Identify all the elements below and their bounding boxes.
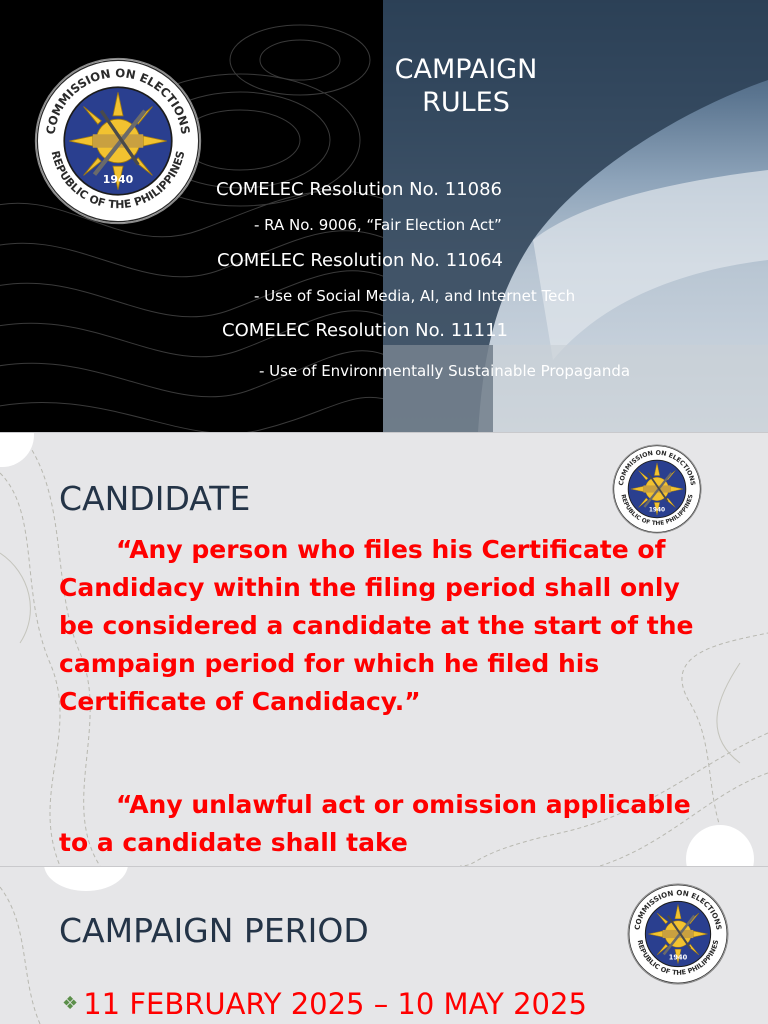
comelec-seal-logo [34, 57, 202, 225]
slide-title-line2: RULES [422, 87, 510, 118]
slide-title [356, 53, 576, 119]
slide-campaign-rules [0, 0, 768, 432]
resolution-subtitle-3: - Use of Environmentally Sustainable Propaganda [259, 362, 631, 380]
section-heading: CAMPAIGN PERIOD [59, 911, 369, 950]
campaign-date-bullet [62, 987, 587, 1021]
comelec-seal-logo [627, 883, 729, 985]
candidate-definition-quote: “Any person who files his Certificate of Candidacy within the filing period shall only be considered a candidate at the start of the campaign period for which he filed his Certificate of Candidacy.” [59, 535, 694, 716]
diamond-bullet-icon: ❖ [62, 993, 79, 1014]
resolution-subtitle-2: - Use of Social Media, AI, and Internet Tech [254, 287, 576, 305]
slide-candidate [0, 433, 768, 866]
slide-title-line1: CAMPAIGN [394, 54, 538, 85]
slide-campaign-period [0, 867, 768, 1024]
unlawful-act-quote: “Any unlawful act or omission applicable to a candidate shall take [59, 790, 691, 857]
resolution-title-3: COMELEC Resolution No. 11111 [222, 320, 508, 341]
comelec-seal-logo [612, 444, 702, 534]
svg-text:REPUBLIC OF THE PHILIPPINES: REPUBLIC OF THE PHILIPPINES [619, 493, 695, 528]
svg-text:COMMISSION ON ELECTIONS: COMMISSION ON ELECTIONS [632, 888, 724, 931]
campaign-date-range: 11 FEBRUARY 2025 – 10 MAY 2025 [83, 987, 587, 1021]
resolution-title-1: COMELEC Resolution No. 11086 [216, 179, 502, 200]
svg-text:COMMISSION ON ELECTIONS: COMMISSION ON ELECTIONS [43, 66, 193, 136]
resolution-subtitle-1: - RA No. 9006, “Fair Election Act” [254, 216, 502, 234]
section-heading: CANDIDATE [59, 479, 251, 518]
svg-text:REPUBLIC OF THE PHILIPPINES: REPUBLIC OF THE PHILIPPINES [48, 149, 188, 212]
resolution-title-2: COMELEC Resolution No. 11064 [217, 250, 503, 271]
svg-text:COMMISSION ON ELECTIONS: COMMISSION ON ELECTIONS [617, 449, 697, 487]
svg-text:REPUBLIC OF THE PHILIPPINES: REPUBLIC OF THE PHILIPPINES [635, 939, 721, 977]
